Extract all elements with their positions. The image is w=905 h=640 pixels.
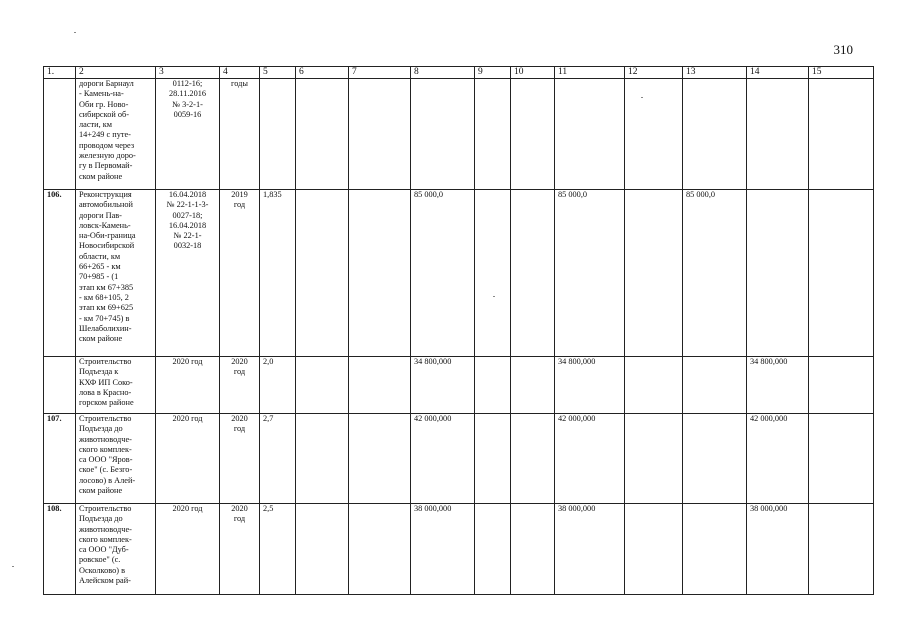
row-number xyxy=(44,79,76,190)
table-row xyxy=(44,504,874,595)
column-header: 3 xyxy=(156,67,220,79)
cell-10 xyxy=(511,79,555,190)
cell-6 xyxy=(296,414,349,504)
column-header: 5 xyxy=(260,67,296,79)
cell-9 xyxy=(475,414,511,504)
scan-speck xyxy=(74,32,76,33)
cell-9 xyxy=(475,190,511,357)
column-header: 7 xyxy=(349,67,411,79)
cell-6 xyxy=(296,190,349,357)
table-row xyxy=(44,190,874,357)
cell-10 xyxy=(511,190,555,357)
cell-8: 34 800,000 xyxy=(411,357,475,414)
column-header: 14 xyxy=(747,67,809,79)
cell-9 xyxy=(475,357,511,414)
cell-14 xyxy=(747,79,809,190)
cell-8: 85 000,0 xyxy=(411,190,475,357)
row-number: 107. xyxy=(44,414,76,504)
cell-12 xyxy=(625,414,683,504)
period: 2020 год xyxy=(220,414,260,504)
scan-speck xyxy=(641,97,643,98)
cell-12 xyxy=(625,190,683,357)
column-header: 8 xyxy=(411,67,475,79)
row-number: 106. xyxy=(44,190,76,357)
cell-12 xyxy=(625,504,683,595)
cell-13 xyxy=(683,79,747,190)
investment-table xyxy=(43,66,874,595)
scan-speck xyxy=(12,566,14,567)
column-header: 13 xyxy=(683,67,747,79)
length: 2,7 xyxy=(260,414,296,504)
length xyxy=(260,79,296,190)
column-header: 10 xyxy=(511,67,555,79)
cell-11: 34 800,000 xyxy=(555,357,625,414)
period: 2020 год xyxy=(220,504,260,595)
table-row xyxy=(44,414,874,504)
period: 2019 год xyxy=(220,190,260,357)
page-number: 310 xyxy=(833,42,853,57)
cell-8 xyxy=(411,79,475,190)
cell-11: 42 000,000 xyxy=(555,414,625,504)
document-ref: 0112-16; 28.11.2016 № 3-2-1- 0059-16 xyxy=(156,79,220,190)
cell-13 xyxy=(683,504,747,595)
cell-13 xyxy=(683,414,747,504)
cell-12 xyxy=(625,79,683,190)
row-number xyxy=(44,357,76,414)
length: 2,5 xyxy=(260,504,296,595)
cell-10 xyxy=(511,357,555,414)
column-header: 6 xyxy=(296,67,349,79)
cell-7 xyxy=(349,504,411,595)
object-name: Строительство Подъезда до животноводче- ского комплек- са ООО "Яров- ское" (с. Безго- лосово) в Алей- ском районе xyxy=(76,414,156,504)
cell-8: 38 000,000 xyxy=(411,504,475,595)
cell-6 xyxy=(296,79,349,190)
cell-7 xyxy=(349,79,411,190)
cell-9 xyxy=(475,504,511,595)
cell-15 xyxy=(809,190,874,357)
cell-11 xyxy=(555,79,625,190)
column-header: 2 xyxy=(76,67,156,79)
cell-10 xyxy=(511,504,555,595)
cell-11: 38 000,000 xyxy=(555,504,625,595)
row-number: 108. xyxy=(44,504,76,595)
column-header: 12 xyxy=(625,67,683,79)
document-ref: 2020 год xyxy=(156,504,220,595)
cell-7 xyxy=(349,414,411,504)
table-row xyxy=(44,357,874,414)
column-header: 4 xyxy=(220,67,260,79)
cell-15 xyxy=(809,357,874,414)
object-name: Строительство Подъезда к КХФ ИП Соко- лова в Красно- горском районе xyxy=(76,357,156,414)
cell-7 xyxy=(349,357,411,414)
cell-6 xyxy=(296,504,349,595)
cell-7 xyxy=(349,190,411,357)
cell-9 xyxy=(475,79,511,190)
cell-13 xyxy=(683,357,747,414)
cell-6 xyxy=(296,357,349,414)
object-name: Реконструкция автомобильной дороги Пав- ловск-Камень- на-Оби-граница Новосибирской области, км 66+265 - км 70+985 - (1 этап км 67+385 - км 68+105, 2 этап км 69+625 - км 70+745) в Шелаболихин- ском районе xyxy=(76,190,156,357)
document-ref: 16.04.2018 № 22-1-1-3- 0027-18; 16.04.2018 № 22-1- 0032-18 xyxy=(156,190,220,357)
cell-14: 42 000,000 xyxy=(747,414,809,504)
cell-14: 38 000,000 xyxy=(747,504,809,595)
column-header: 15 xyxy=(809,67,874,79)
length: 1,835 xyxy=(260,190,296,357)
column-header: 1. xyxy=(44,67,76,79)
table-row xyxy=(44,79,874,190)
object-name: дороги Барнаул - Камень-на- Оби гр. Ново- сибирской об- ласти, км 14+249 с путе- проводом через железную доро- гу в Первомай- ском районе xyxy=(76,79,156,190)
column-header: 9 xyxy=(475,67,511,79)
cell-15 xyxy=(809,79,874,190)
header-row xyxy=(44,67,874,79)
cell-11: 85 000,0 xyxy=(555,190,625,357)
object-name: Строительство Подъезда до животноводче- ского комплек- са ООО "Дуб- ровское" (с. Осколково) в Алейском рай- xyxy=(76,504,156,595)
period: годы xyxy=(220,79,260,190)
document-ref: 2020 год xyxy=(156,414,220,504)
cell-15 xyxy=(809,504,874,595)
cell-10 xyxy=(511,414,555,504)
cell-14 xyxy=(747,190,809,357)
cell-15 xyxy=(809,414,874,504)
cell-14: 34 800,000 xyxy=(747,357,809,414)
column-header: 11 xyxy=(555,67,625,79)
period: 2020 год xyxy=(220,357,260,414)
cell-8: 42 000,000 xyxy=(411,414,475,504)
cell-13: 85 000,0 xyxy=(683,190,747,357)
cell-12 xyxy=(625,357,683,414)
document-ref: 2020 год xyxy=(156,357,220,414)
length: 2,0 xyxy=(260,357,296,414)
scan-speck xyxy=(493,296,495,297)
